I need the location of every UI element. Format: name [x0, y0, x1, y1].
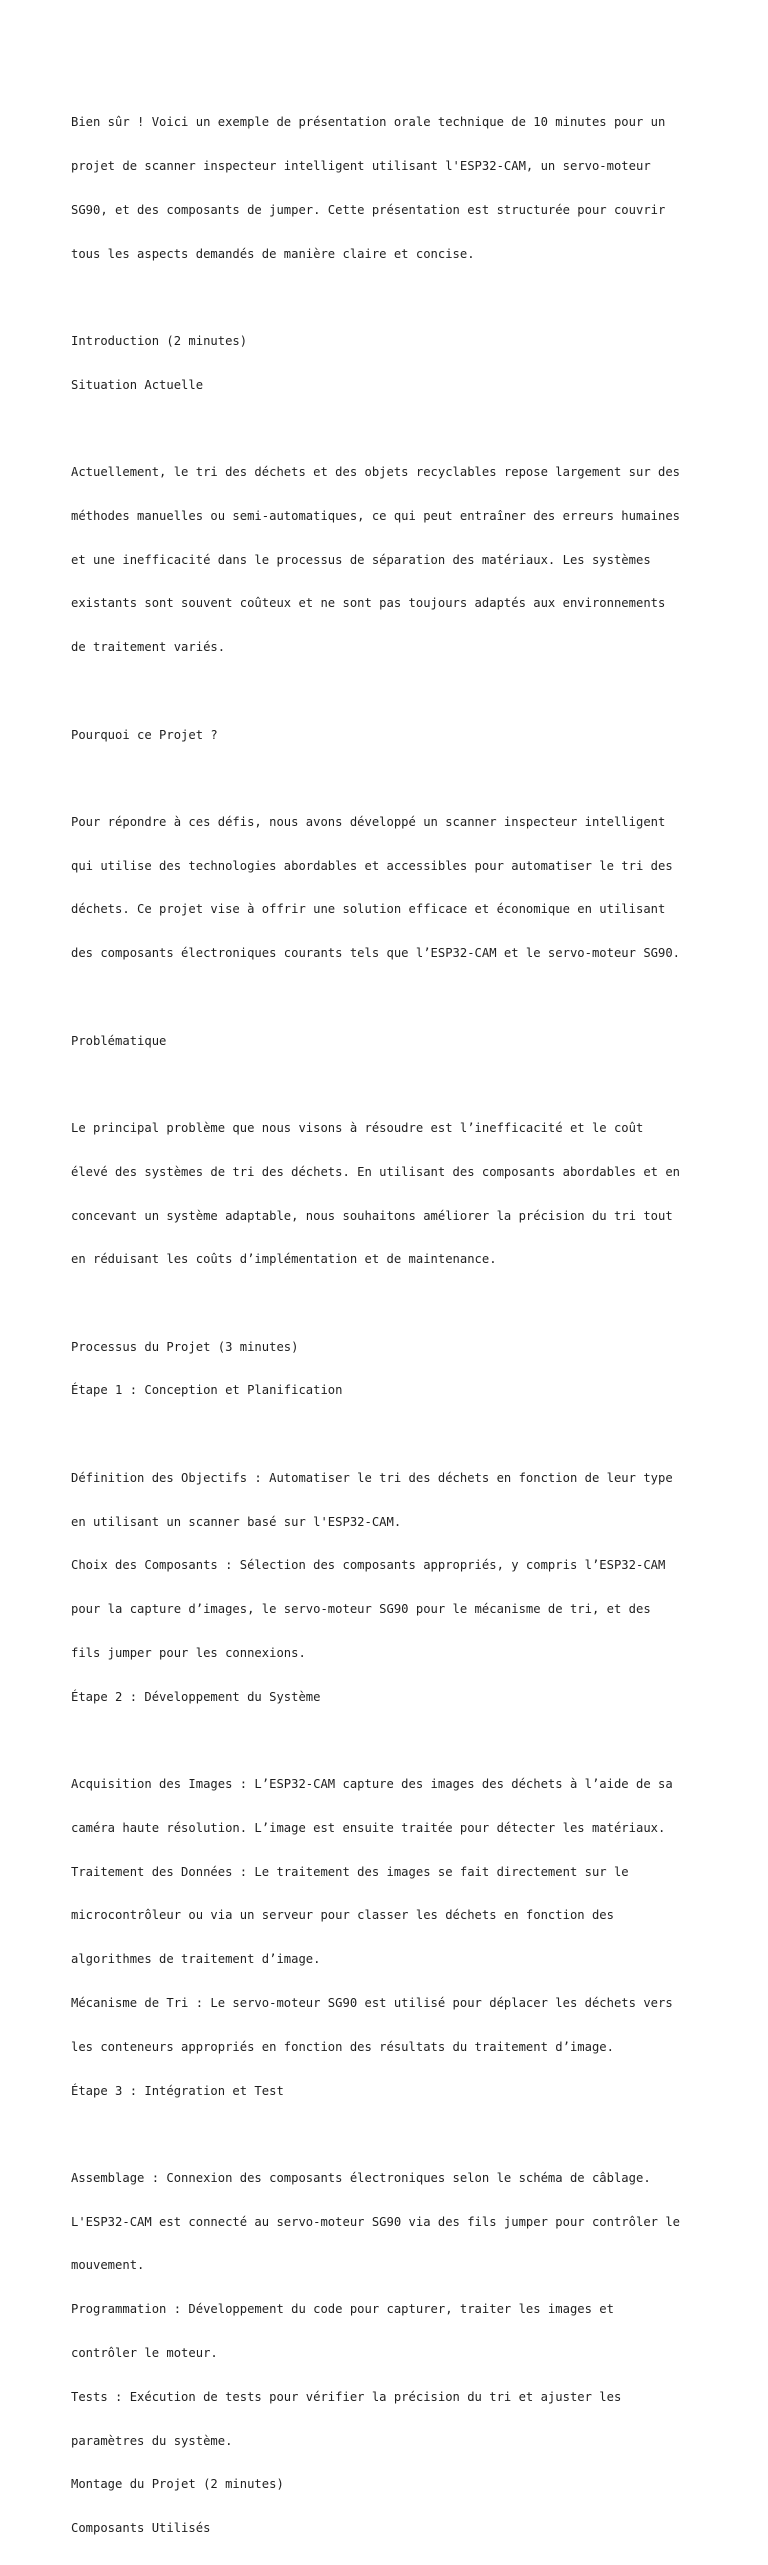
text-line: Situation Actuelle	[71, 377, 204, 392]
text-line: méthodes manuelles ou semi-automatiques, ce qui peut entraîner des erreurs humaines	[71, 508, 681, 523]
text-line: pour la capture d’images, le servo-moteur SG90 pour le mécanisme de tri, et des	[71, 1602, 651, 1617]
section-heading-processus	[71, 1310, 728, 1427]
text-line: Étape 3 : Intégration et Test	[71, 2083, 284, 2098]
text-line: Problématique	[71, 1033, 167, 1048]
text-line: Tests : Exécution de tests pour vérifier la précision du tri et ajuster les	[71, 2389, 622, 2404]
text-line: Définition des Objectifs : Automatiser le tri des déchets en fonction de leur type	[71, 1470, 673, 1485]
text-line: Acquisition des Images : L’ESP32-CAM capture des images des déchets à l’aide de sa	[71, 1777, 673, 1792]
text-line: Composants Utilisés	[71, 2521, 211, 2536]
text-line: des composants électroniques courants tels que l’ESP32-CAM et le servo-moteur SG90.	[71, 946, 681, 961]
intro-paragraph	[71, 86, 728, 290]
text-line: Pourquoi ce Projet ?	[71, 727, 218, 742]
text-line: de traitement variés.	[71, 640, 226, 655]
text-line: Assemblage : Connexion des composants électroniques selon le schéma de câblage.	[71, 2170, 651, 2185]
etape2-paragraph	[71, 1748, 728, 2127]
etape3-paragraph	[71, 2142, 728, 2565]
text-line: Étape 2 : Développement du Système	[71, 1689, 321, 1704]
text-line: qui utilise des technologies abordables et accessibles pour automatiser le tri des	[71, 858, 673, 873]
text-line: projet de scanner inspecteur intelligent utilisant l'ESP32-CAM, un servo-moteur	[71, 158, 651, 173]
problematique-paragraph	[71, 1092, 728, 1296]
text-line: concevant un système adaptable, nous souhaitons améliorer la précision du tri tout	[71, 1208, 673, 1223]
text-line: microcontrôleur ou via un serveur pour classer les déchets en fonction des	[71, 1908, 614, 1923]
text-line: L'ESP32-CAM est connecté au servo-moteur SG90 via des fils jumper pour contrôler le	[71, 2214, 681, 2229]
text-line: Introduction (2 minutes)	[71, 333, 248, 348]
text-line: Mécanisme de Tri : Le servo-moteur SG90 est utilisé pour déplacer les déchets vers	[71, 1995, 673, 2010]
text-line: Processus du Projet (3 minutes)	[71, 1339, 299, 1354]
text-line: fils jumper pour les connexions.	[71, 1645, 306, 1660]
text-line: existants sont souvent coûteux et ne sont pas toujours adaptés aux environnements	[71, 596, 666, 611]
text-line: SG90, et des composants de jumper. Cette présentation est structurée pour couvrir	[71, 202, 666, 217]
text-line: Traitement des Données : Le traitement des images se fait directement sur le	[71, 1864, 629, 1879]
text-line: Étape 1 : Conception et Planification	[71, 1383, 343, 1398]
text-line: paramètres du système.	[71, 2433, 233, 2448]
section-heading-introduction	[71, 305, 728, 422]
text-line: élevé des systèmes de tri des déchets. En utilisant des composants abordables et en	[71, 1164, 681, 1179]
text-line: contrôler le moteur.	[71, 2346, 218, 2360]
text-line: et une inefficacité dans le processus de séparation des matériaux. Les systèmes	[71, 552, 651, 567]
section-heading-problematique	[71, 1004, 728, 1077]
etape1-paragraph	[71, 1442, 728, 1734]
text-line: Actuellement, le tri des déchets et des objets recyclables repose largement sur des	[71, 465, 681, 480]
section-heading-pourquoi	[71, 698, 728, 771]
text-line: Programmation : Développement du code pour capturer, traiter les images et	[71, 2302, 614, 2317]
text-line: les conteneurs appropriés en fonction des résultats du traitement d’image.	[71, 2039, 614, 2054]
text-line: Choix des Composants : Sélection des composants appropriés, y compris l’ESP32-CAM	[71, 1558, 666, 1573]
text-line: Bien sûr ! Voici un exemple de présentation orale technique de 10 minutes pour un	[71, 115, 666, 130]
text-line: mouvement.	[71, 2258, 145, 2273]
text-line: tous les aspects demandés de manière claire et concise.	[71, 246, 475, 261]
text-line: en réduisant les coûts d’implémentation et de maintenance.	[71, 1252, 497, 1267]
text-line: Montage du Projet (2 minutes)	[71, 2477, 284, 2492]
text-line: déchets. Ce projet vise à offrir une solution efficace et économique en utilisant	[71, 902, 666, 917]
text-line: algorithmes de traitement d’image.	[71, 1952, 321, 1967]
text-line: en utilisant un scanner basé sur l'ESP32-CAM.	[71, 1514, 402, 1529]
situation-paragraph	[71, 436, 728, 684]
text-line: Le principal problème que nous visons à résoudre est l’inefficacité et le coût	[71, 1120, 644, 1135]
text-line: caméra haute résolution. L’image est ensuite traitée pour détecter les matériaux.	[71, 1820, 666, 1835]
pourquoi-paragraph	[71, 786, 728, 990]
text-line: Pour répondre à ces défis, nous avons développé un scanner inspecteur intelligent	[71, 814, 666, 829]
